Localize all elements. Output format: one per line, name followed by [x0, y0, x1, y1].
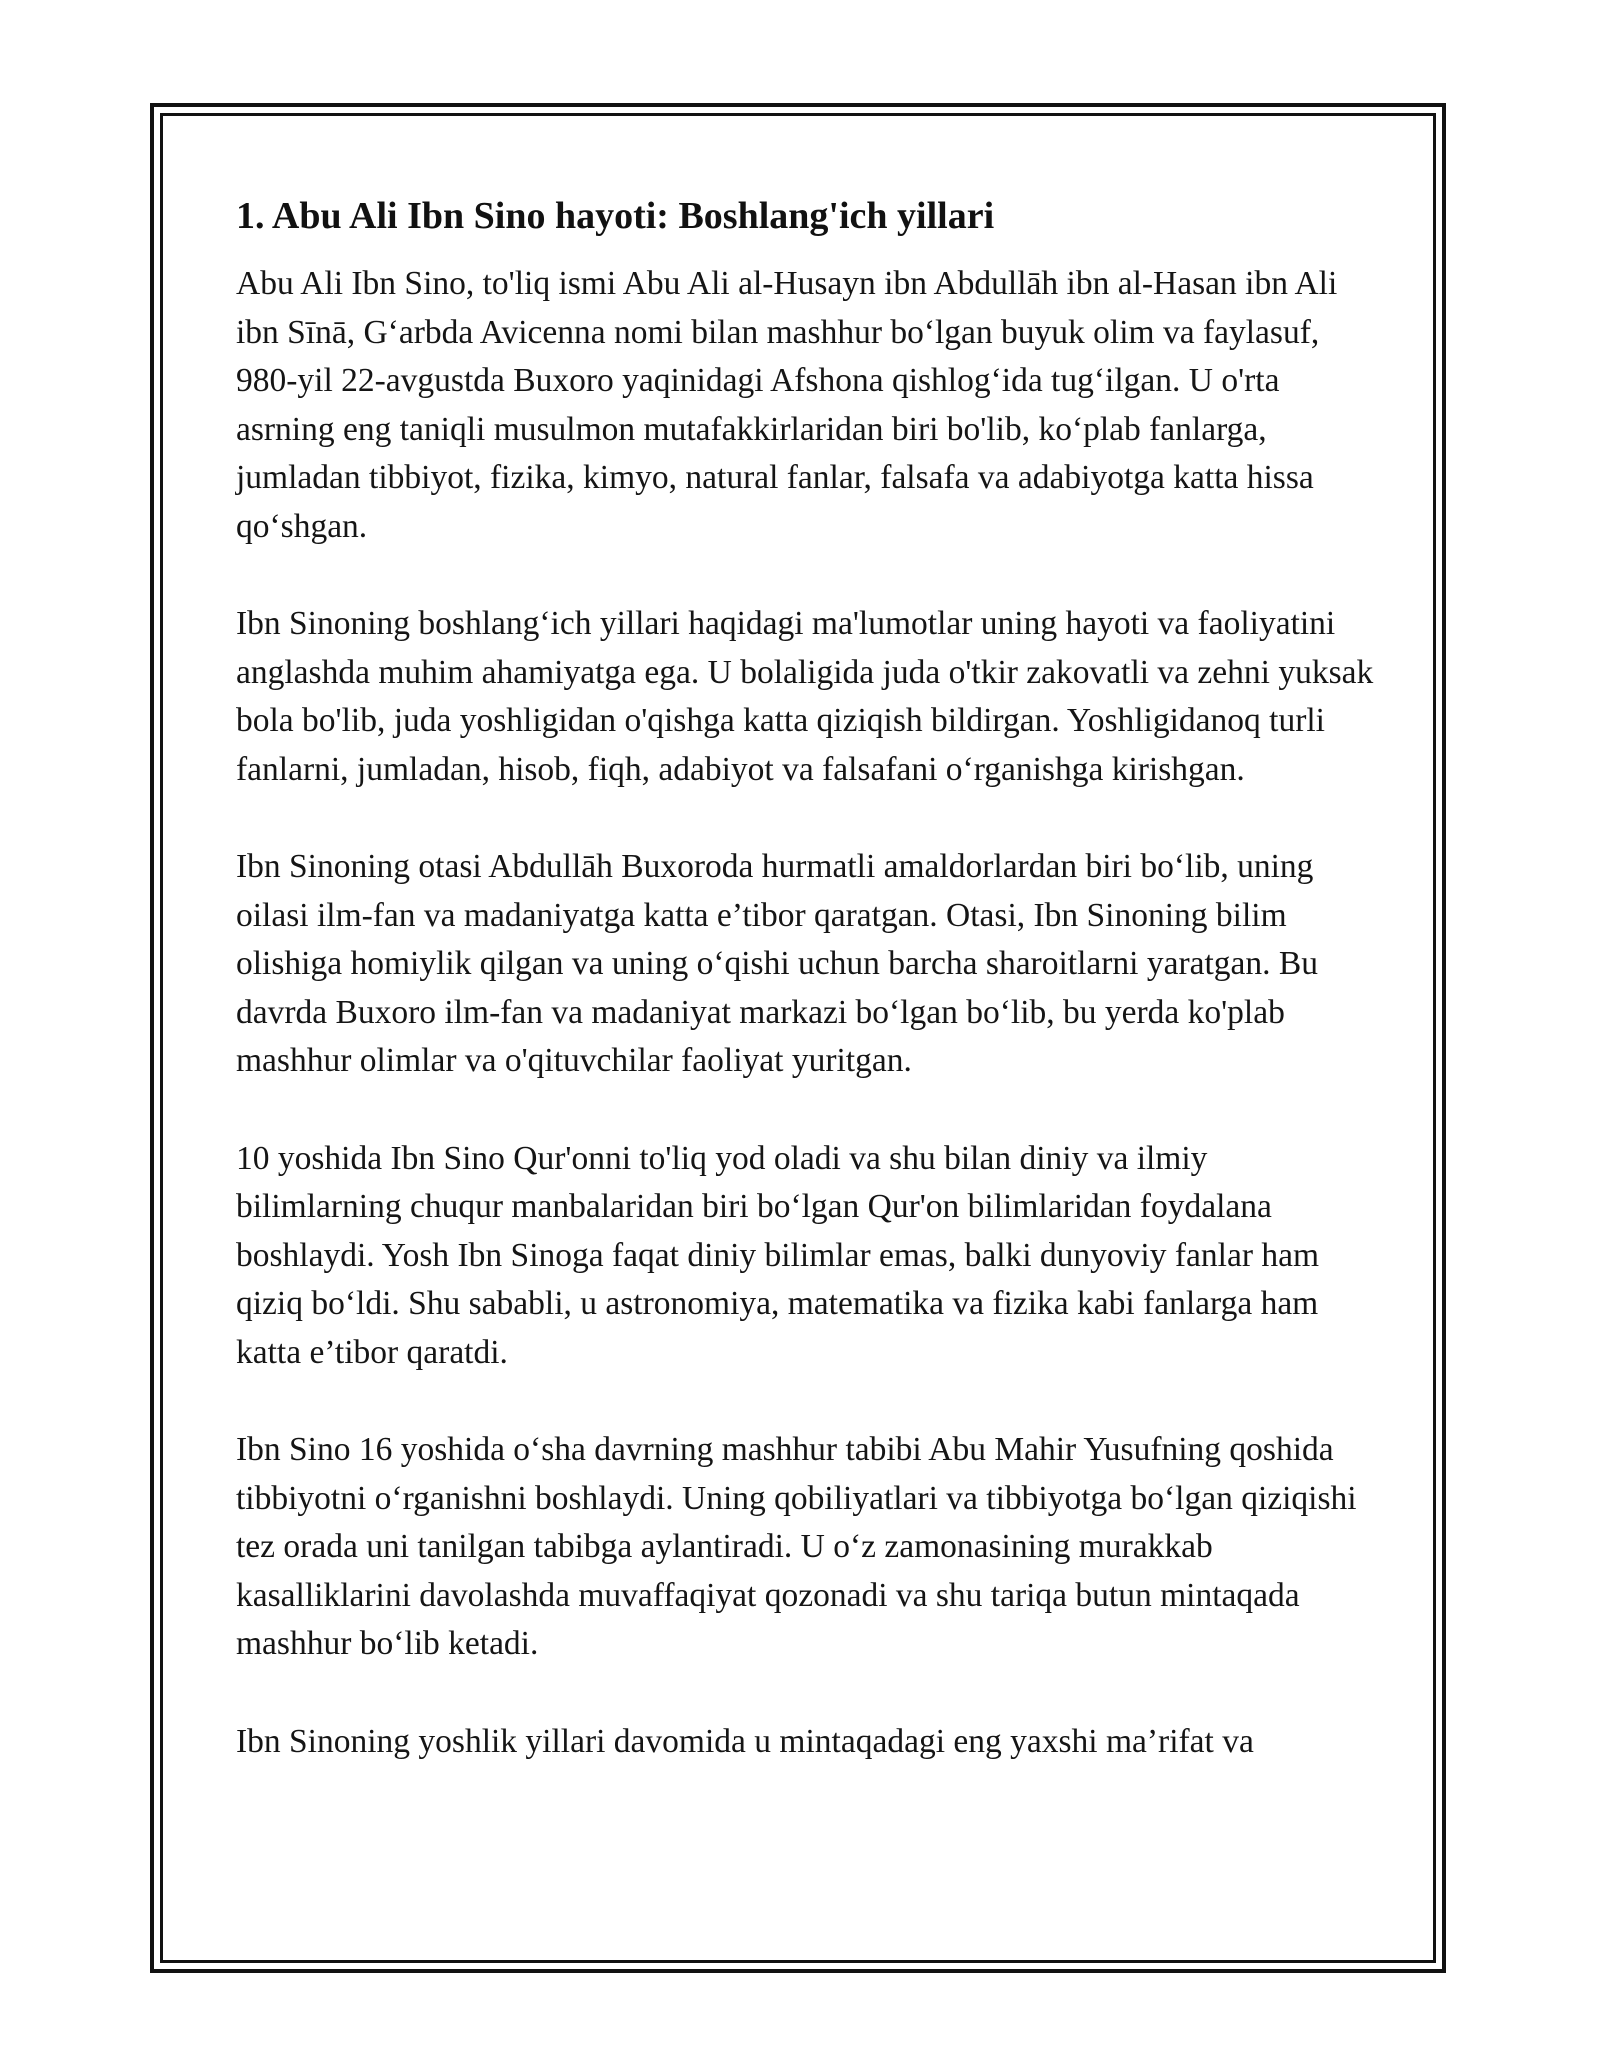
paragraph-3: Ibn Sinoning otasi Abdullāh Buxoroda hurmatli amaldorlardan biri bo‘lib, uning oilasi ilm-fan va madaniyatga katta e’tibor qaratgan. Otasi, Ibn Sinoning bilim olishiga homiylik qilgan va uning o‘qishi uchun barcha sharoitlarni yaratgan. Bu davrda Buxoro ilm-fan va madaniyat markazi bo‘lgan bo‘lib, bu yerda ko'plab mashhur olimlar va o'qituvchilar faoliyat yuritgan. [236, 848, 1319, 1079]
paragraph-5: Ibn Sino 16 yoshida o‘sha davrning mashhur tabibi Abu Mahir Yusufning qoshida tibbiyotni o‘rganishni boshlaydi. Uning qobiliyatlari va tibbiyotga bo‘lgan qiziqishi tez orada uni tanilgan tabibga aylantiradi. U o‘z zamonasining murakkab kasalliklarini davolashda muvaffaqiyat qozonadi va shu tariqa butun mintaqada mashhur bo‘lib ketadi. [236, 1431, 1357, 1662]
paragraph-4: 10 yoshida Ibn Sino Qur'onni to'liq yod oladi va shu bilan diniy va ilmiy bilimlarning chuqur manbalaridan biri bo‘lgan Qur'on bilimlaridan foydalana boshlaydi. Yosh Ibn Sinoga faqat diniy bilimlar emas, balki dunyoviy fanlar ham qiziq bo‘ldi. Shu sababli, u astronomiya, matematika va fizika kabi fanlarga ham katta e’tibor qaratdi. [236, 1139, 1320, 1371]
paragraph-6: Ibn Sinoning yoshlik yillari davomida u mintaqadagi eng yaxshi ma’rifat va [236, 1722, 1254, 1760]
paragraph-2: Ibn Sinoning boshlang‘ich yillari haqidagi ma'lumotlar uning hayoti va faoliyatini anglashda muhim ahamiyatga ega. U bolaligida juda o'tkir zakovatli va zehni yuksak bola bo'lib, juda yoshligidan o'qishga katta qiziqish bildirgan. Yoshligidanoq turli fanlarni, jumladan, hisob, fiqh, adabiyot va falsafani o‘rganishga kirishgan. [236, 605, 1374, 788]
section-heading: 1. Abu Ali Ibn Sino hayoti: Boshlang'ich yillari [236, 195, 995, 237]
paragraph-1: Abu Ali Ibn Sino, to'liq ismi Abu Ali al-Husayn ibn Abdullāh ibn al-Hasan ibn Ali ibn Sīnā, G‘arbda Avicenna nomi bilan mashhur bo‘lgan buyuk olim va faylasuf, 980-yil 22-avgustda Buxoro yaqinidagi Afshona qishlog‘ida tug‘ilgan. U o'rta asrning eng taniqli musulmon mutafakkirlaridan biri bo'lib, ko‘plab fanlarga, jumladan tibbiyot, fizika, kimyo, natural fanlar, falsafa va adabiyotga katta hissa qo‘shgan. [236, 265, 1338, 545]
document-body [236, 188, 1376, 1815]
